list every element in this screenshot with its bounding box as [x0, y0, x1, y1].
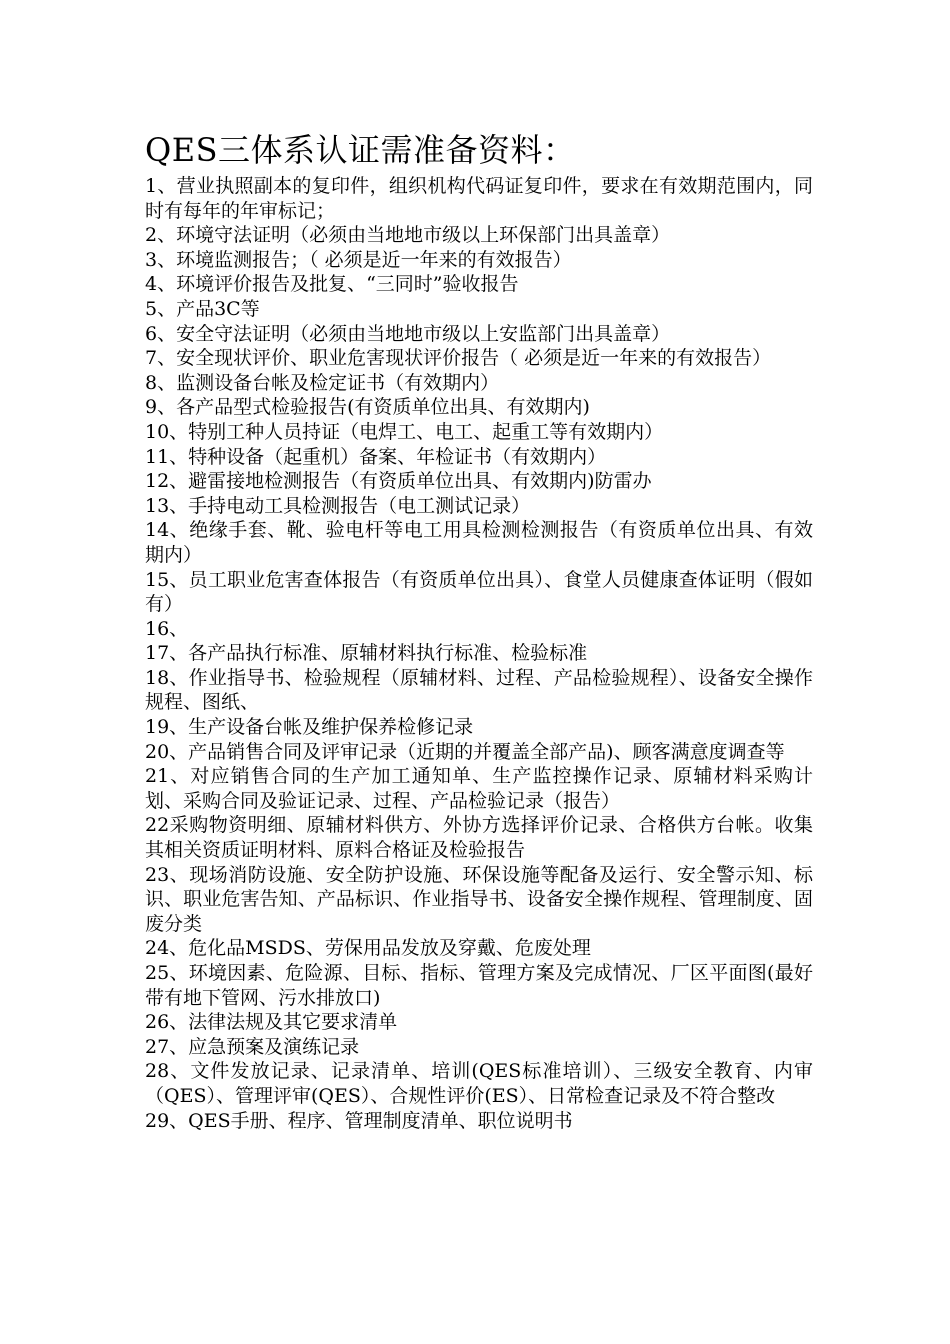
- list-item: 20、产品销售合同及评审记录（近期的并覆盖全部产品)、顾客满意度调查等: [145, 740, 785, 763]
- list-item: 26、法律法规及其它要求清单: [145, 1011, 398, 1034]
- list-item: 8、监测设备台帐及检定证书（有效期内）: [145, 371, 500, 394]
- list-item: 18、作业指导书、检验规程（原辅材料、过程、产品检验规程）、设备安全操作规程、图纸、: [145, 666, 813, 714]
- list-item: 29、QES手册、程序、管理制度清单、职位说明书: [145, 1109, 573, 1132]
- list-item: 1、营业执照副本的复印件，组织机构代码证复印件，要求在有效期范围内，同时有每年的年审标记；: [145, 175, 813, 222]
- list-item: 7、安全现状评价、职业危害现状评价报告（ 必须是近一年来的有效报告）: [145, 347, 772, 370]
- list-item: 16、: [145, 617, 189, 640]
- list-item: 19、生产设备台帐及维护保养检修记录: [145, 716, 474, 739]
- list-item: 27、应急预案及演练记录: [145, 1035, 360, 1058]
- list-item: 11、特种设备（起重机）备案、年检证书（有效期内）: [145, 445, 607, 468]
- list-item: 10、特别工种人员持证（电焊工、电工、起重工等有效期内）: [145, 420, 664, 443]
- document-page: [145, 128, 813, 1133]
- list-item: 13、手持电动工具检测报告（电工测试记录）: [145, 494, 531, 517]
- document-title: QES三体系认证需准备资料：: [145, 131, 576, 169]
- list-item: 17、各产品执行标准、原辅材料执行标准、检验标准: [145, 642, 588, 665]
- list-item: 23、现场消防设施、安全防护设施、环保设施等配备及运行、安全警示知、标识、职业危害告知、产品标识、作业指导书、设备安全操作规程、管理制度、固废分类: [145, 863, 813, 935]
- list-item: 5、产品3C等: [145, 297, 260, 320]
- list-item: 21、对应销售合同的生产加工通知单、生产监控操作记录、原辅材料采购计划、采购合同及验证记录、过程、产品检验记录（报告）: [145, 765, 813, 812]
- list-item: 2、环境守法证明（必须由当地地市级以上环保部门出具盖章）: [145, 224, 671, 247]
- list-item: 28、文件发放记录、记录清单、培训(QES标准培训）、三级安全教育、内审（QES）、管理评审(QES）、合规性评价(ES）、日常检查记录及不符合整改: [145, 1060, 813, 1107]
- list-item: 15、员工职业危害查体报告（有资质单位出具）、食堂人员健康查体证明（假如有）: [145, 568, 813, 616]
- list-item: 3、环境监测报告；（ 必须是近一年来的有效报告）: [145, 248, 572, 271]
- list-item: 25、环境因素、危险源、目标、指标、管理方案及完成情况、厂区平面图(最好带有地下管网、污水排放口): [145, 962, 813, 1009]
- list-item: 9、各产品型式检验报告(有资质单位出具、有效期内): [145, 396, 590, 419]
- list-item: 12、避雷接地检测报告（有资质单位出具、有效期内)防雷办: [145, 470, 652, 493]
- requirement-list: [145, 174, 813, 1133]
- list-item: 22采购物资明细、原辅材料供方、外协方选择评价记录、合格供方台帐。收集其相关资质证明材料、原料合格证及检验报告: [145, 814, 813, 862]
- list-item: 6、安全守法证明（必须由当地地市级以上安监部门出具盖章）: [145, 322, 671, 345]
- list-item: 4、环境评价报告及批复、“三同时”验收报告: [145, 273, 519, 296]
- list-item: 24、危化品MSDS、劳保用品发放及穿戴、危废处理: [145, 937, 591, 960]
- list-item: 14、绝缘手套、靴、验电杆等电工用具检测检测报告（有资质单位出具、有效期内）: [145, 519, 813, 566]
